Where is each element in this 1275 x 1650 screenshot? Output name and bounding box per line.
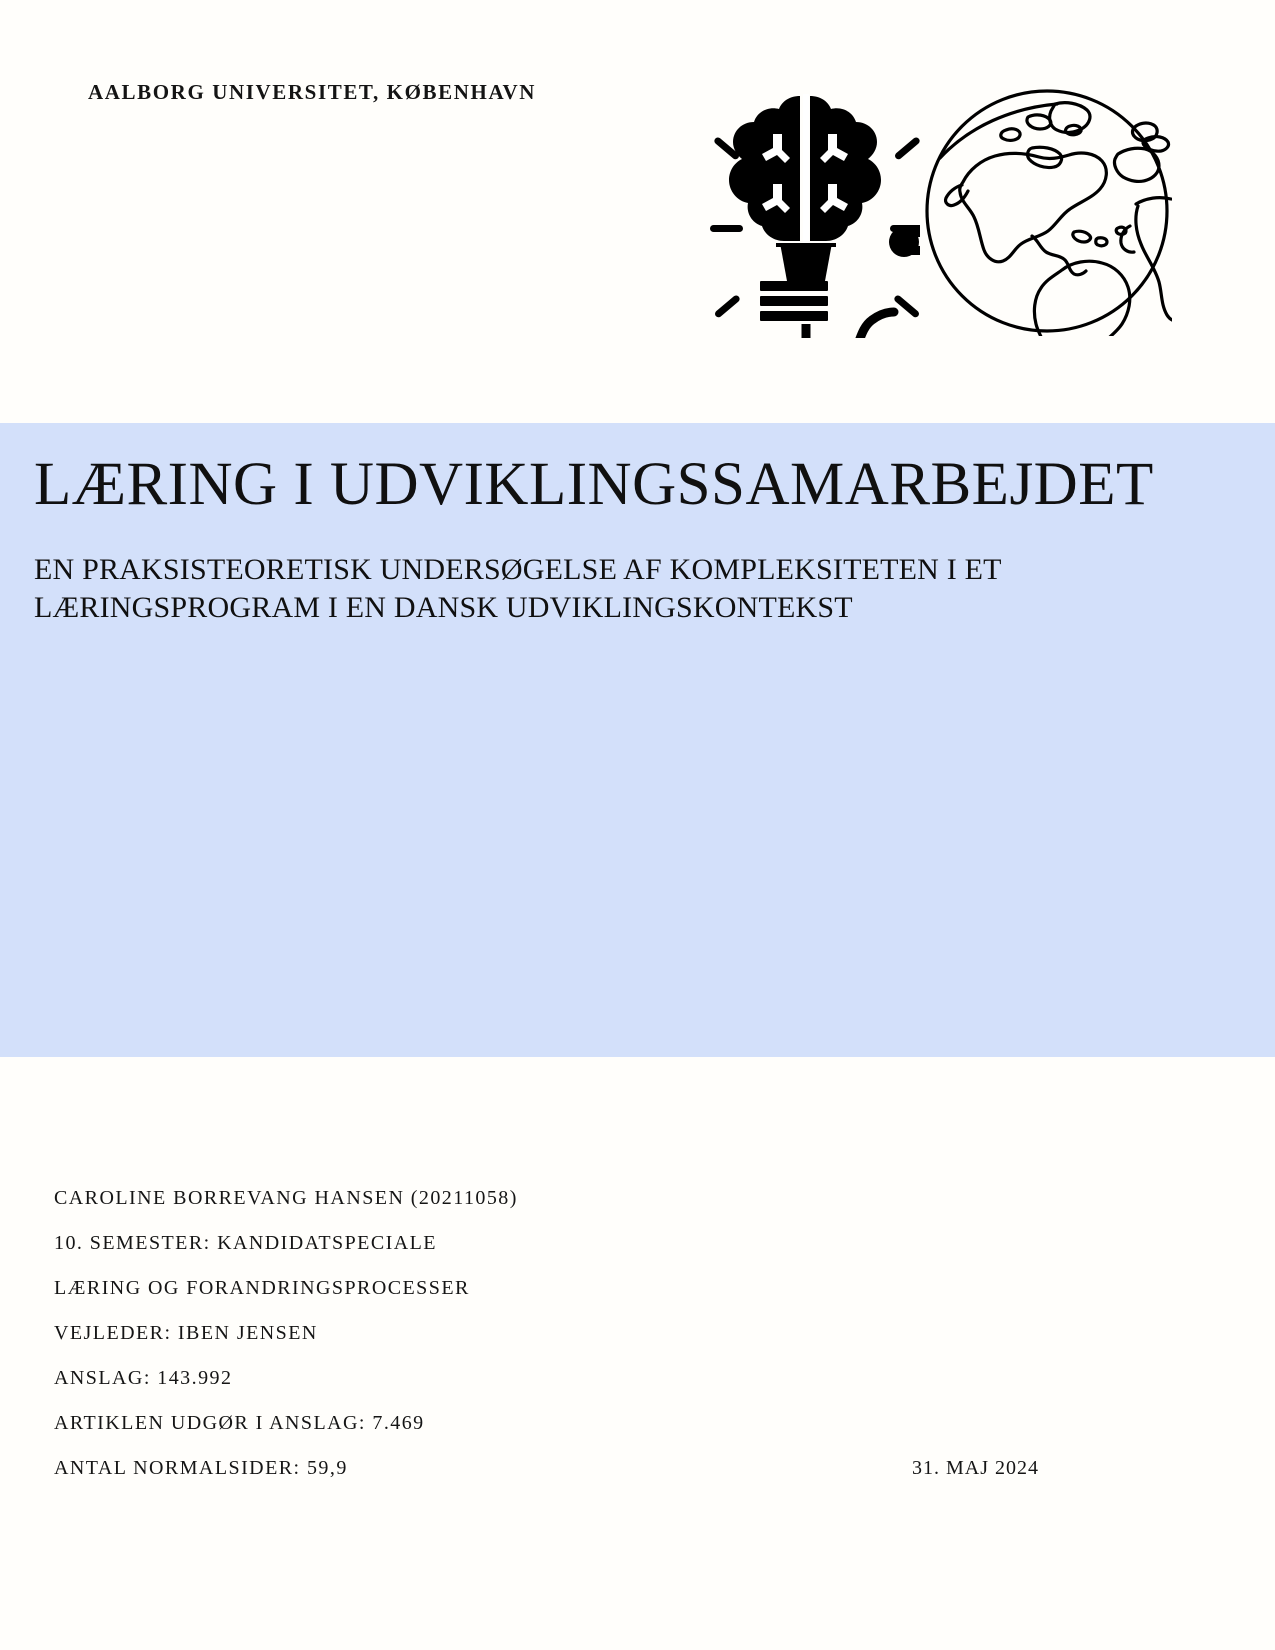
header-icon-group: [660, 78, 1180, 338]
page-subtitle: [34, 551, 1154, 626]
author-meta-block: [54, 1188, 1054, 1503]
meta-line-author: CAROLINE BORREVANG HANSEN (20211058): [54, 1187, 518, 1209]
university-name: AALBORG UNIVERSITET, KØBENHAVN: [88, 80, 537, 104]
meta-line-program: LÆRING OG FORANDRINGSPROCESSER: [54, 1277, 470, 1299]
meta-line-pages-and-date: [54, 1458, 1039, 1503]
meta-normal-pages: ANTAL NORMALSIDER: 59,9: [54, 1457, 348, 1479]
title-band: [0, 423, 1275, 1057]
meta-line-characters: ANSLAG: 143.992: [54, 1367, 233, 1389]
subtitle-line-2: LÆRINGSPROGRAM I EN DANSK UDVIKLINGSKONTEKST: [34, 590, 853, 624]
submission-date: 31. MAJ 2024: [911, 1457, 1039, 1479]
subtitle-line-1: EN PRAKSISTEORETISK UNDERSØGELSE AF KOMPLEKSITETEN I ET: [34, 553, 1002, 586]
page-header: [0, 0, 1275, 423]
meta-line-article-characters: ARTIKLEN UDGØR I ANSLAG: 7.469: [54, 1412, 425, 1434]
brain-lightbulb-icon: [660, 78, 920, 338]
globe-icon: [922, 86, 1172, 336]
page-title: LÆRING I UDVIKLINGSSAMARBEJDET: [34, 451, 1154, 518]
meta-line-supervisor: VEJLEDER: IBEN JENSEN: [54, 1322, 318, 1344]
meta-line-semester: 10. SEMESTER: KANDIDATSPECIALE: [54, 1232, 437, 1254]
